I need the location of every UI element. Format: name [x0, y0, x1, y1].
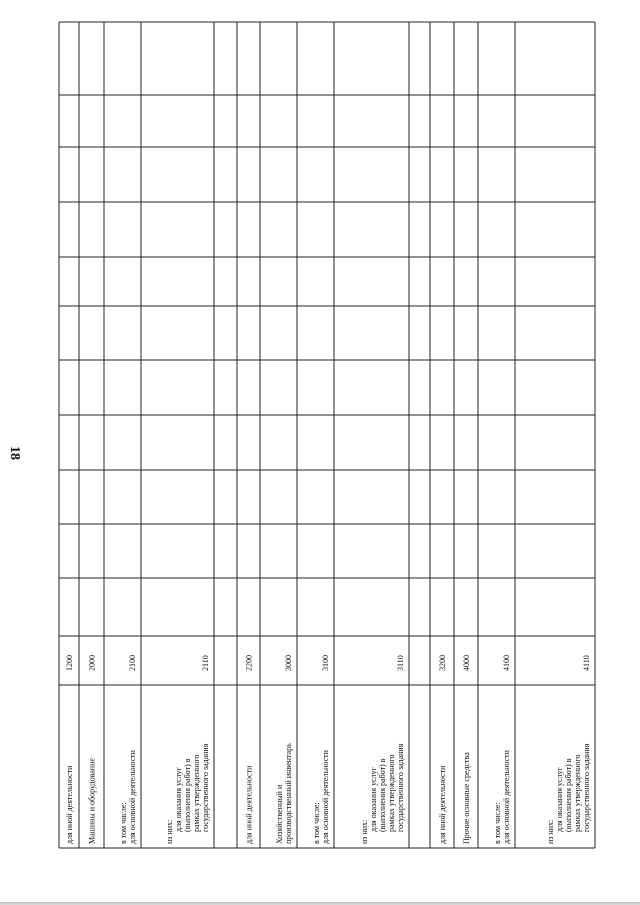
row-code-6: 3000: [284, 655, 293, 671]
row-name-8-line-2: (выполнения работ) в: [378, 758, 387, 832]
row-name-8-line-0: из них:: [360, 819, 369, 844]
row-code-11: 4000: [462, 655, 471, 671]
row-name-2-line-0: в том числе:: [119, 802, 128, 844]
table-cells: [65, 655, 591, 844]
row-name-13-line-4: государственного задания: [582, 743, 591, 832]
row-name-11-line-0: Прочие основные средства: [462, 752, 471, 844]
row-name-1-line-0: Машины и оборудование: [87, 758, 97, 844]
page-number: 18: [7, 446, 22, 460]
row-name-13-line-2: (выполнения работ) в: [564, 758, 573, 832]
row-name-12-line-1: для основной деятельности: [502, 750, 511, 844]
row-code-0: 1200: [65, 655, 74, 671]
row-name-5-line-0: для иной деятельности: [244, 765, 254, 844]
row-name-6-line-1: производственный инвентарь: [284, 743, 293, 844]
row-code-5: 2200: [244, 655, 254, 671]
row-name-13-line-0: из них:: [546, 819, 555, 844]
row-name-8-line-3: рамках утвержденного: [387, 754, 396, 832]
row-name-8-line-4: государственного задания: [396, 743, 405, 832]
row-code-12: 4100: [502, 655, 511, 671]
row-code-3: 2110: [201, 655, 210, 671]
row-code-1: 2000: [87, 655, 97, 671]
row-code-2: 2100: [128, 655, 137, 671]
row-name-3-line-1: для оказания услуг: [174, 767, 183, 832]
row-code-7: 3100: [321, 655, 330, 671]
row-name-13-line-1: для оказания услуг: [555, 767, 564, 832]
row-name-7-line-0: в том числе:: [312, 802, 321, 844]
row-name-2-line-1: для основной деятельности: [128, 750, 137, 844]
row-name-8-line-1: для оказания услуг: [369, 767, 378, 832]
row-code-10: 3200: [438, 655, 447, 671]
row-name-7-line-1: для основной деятельности: [321, 750, 330, 844]
row-name-3-line-0: из них:: [165, 819, 174, 844]
row-name-3-line-2: (выполнения работ) в: [183, 758, 192, 832]
row-name-12-line-0: в том числе:: [493, 802, 502, 844]
table-grid: [59, 22, 595, 848]
row-name-3-line-4: государственного задания: [201, 743, 210, 832]
row-name-6-line-0: Хозяйственный и: [275, 784, 284, 844]
row-code-13: 4110: [582, 655, 591, 671]
row-name-10-line-0: для иной деятельности: [438, 765, 447, 844]
row-name-3-line-3: рамках утвержденного: [192, 754, 201, 832]
row-name-13-line-3: рамках утвержденного: [573, 754, 582, 832]
row-name-0-line-0: для иной деятельности: [65, 765, 74, 844]
row-code-8: 3110: [396, 655, 405, 671]
